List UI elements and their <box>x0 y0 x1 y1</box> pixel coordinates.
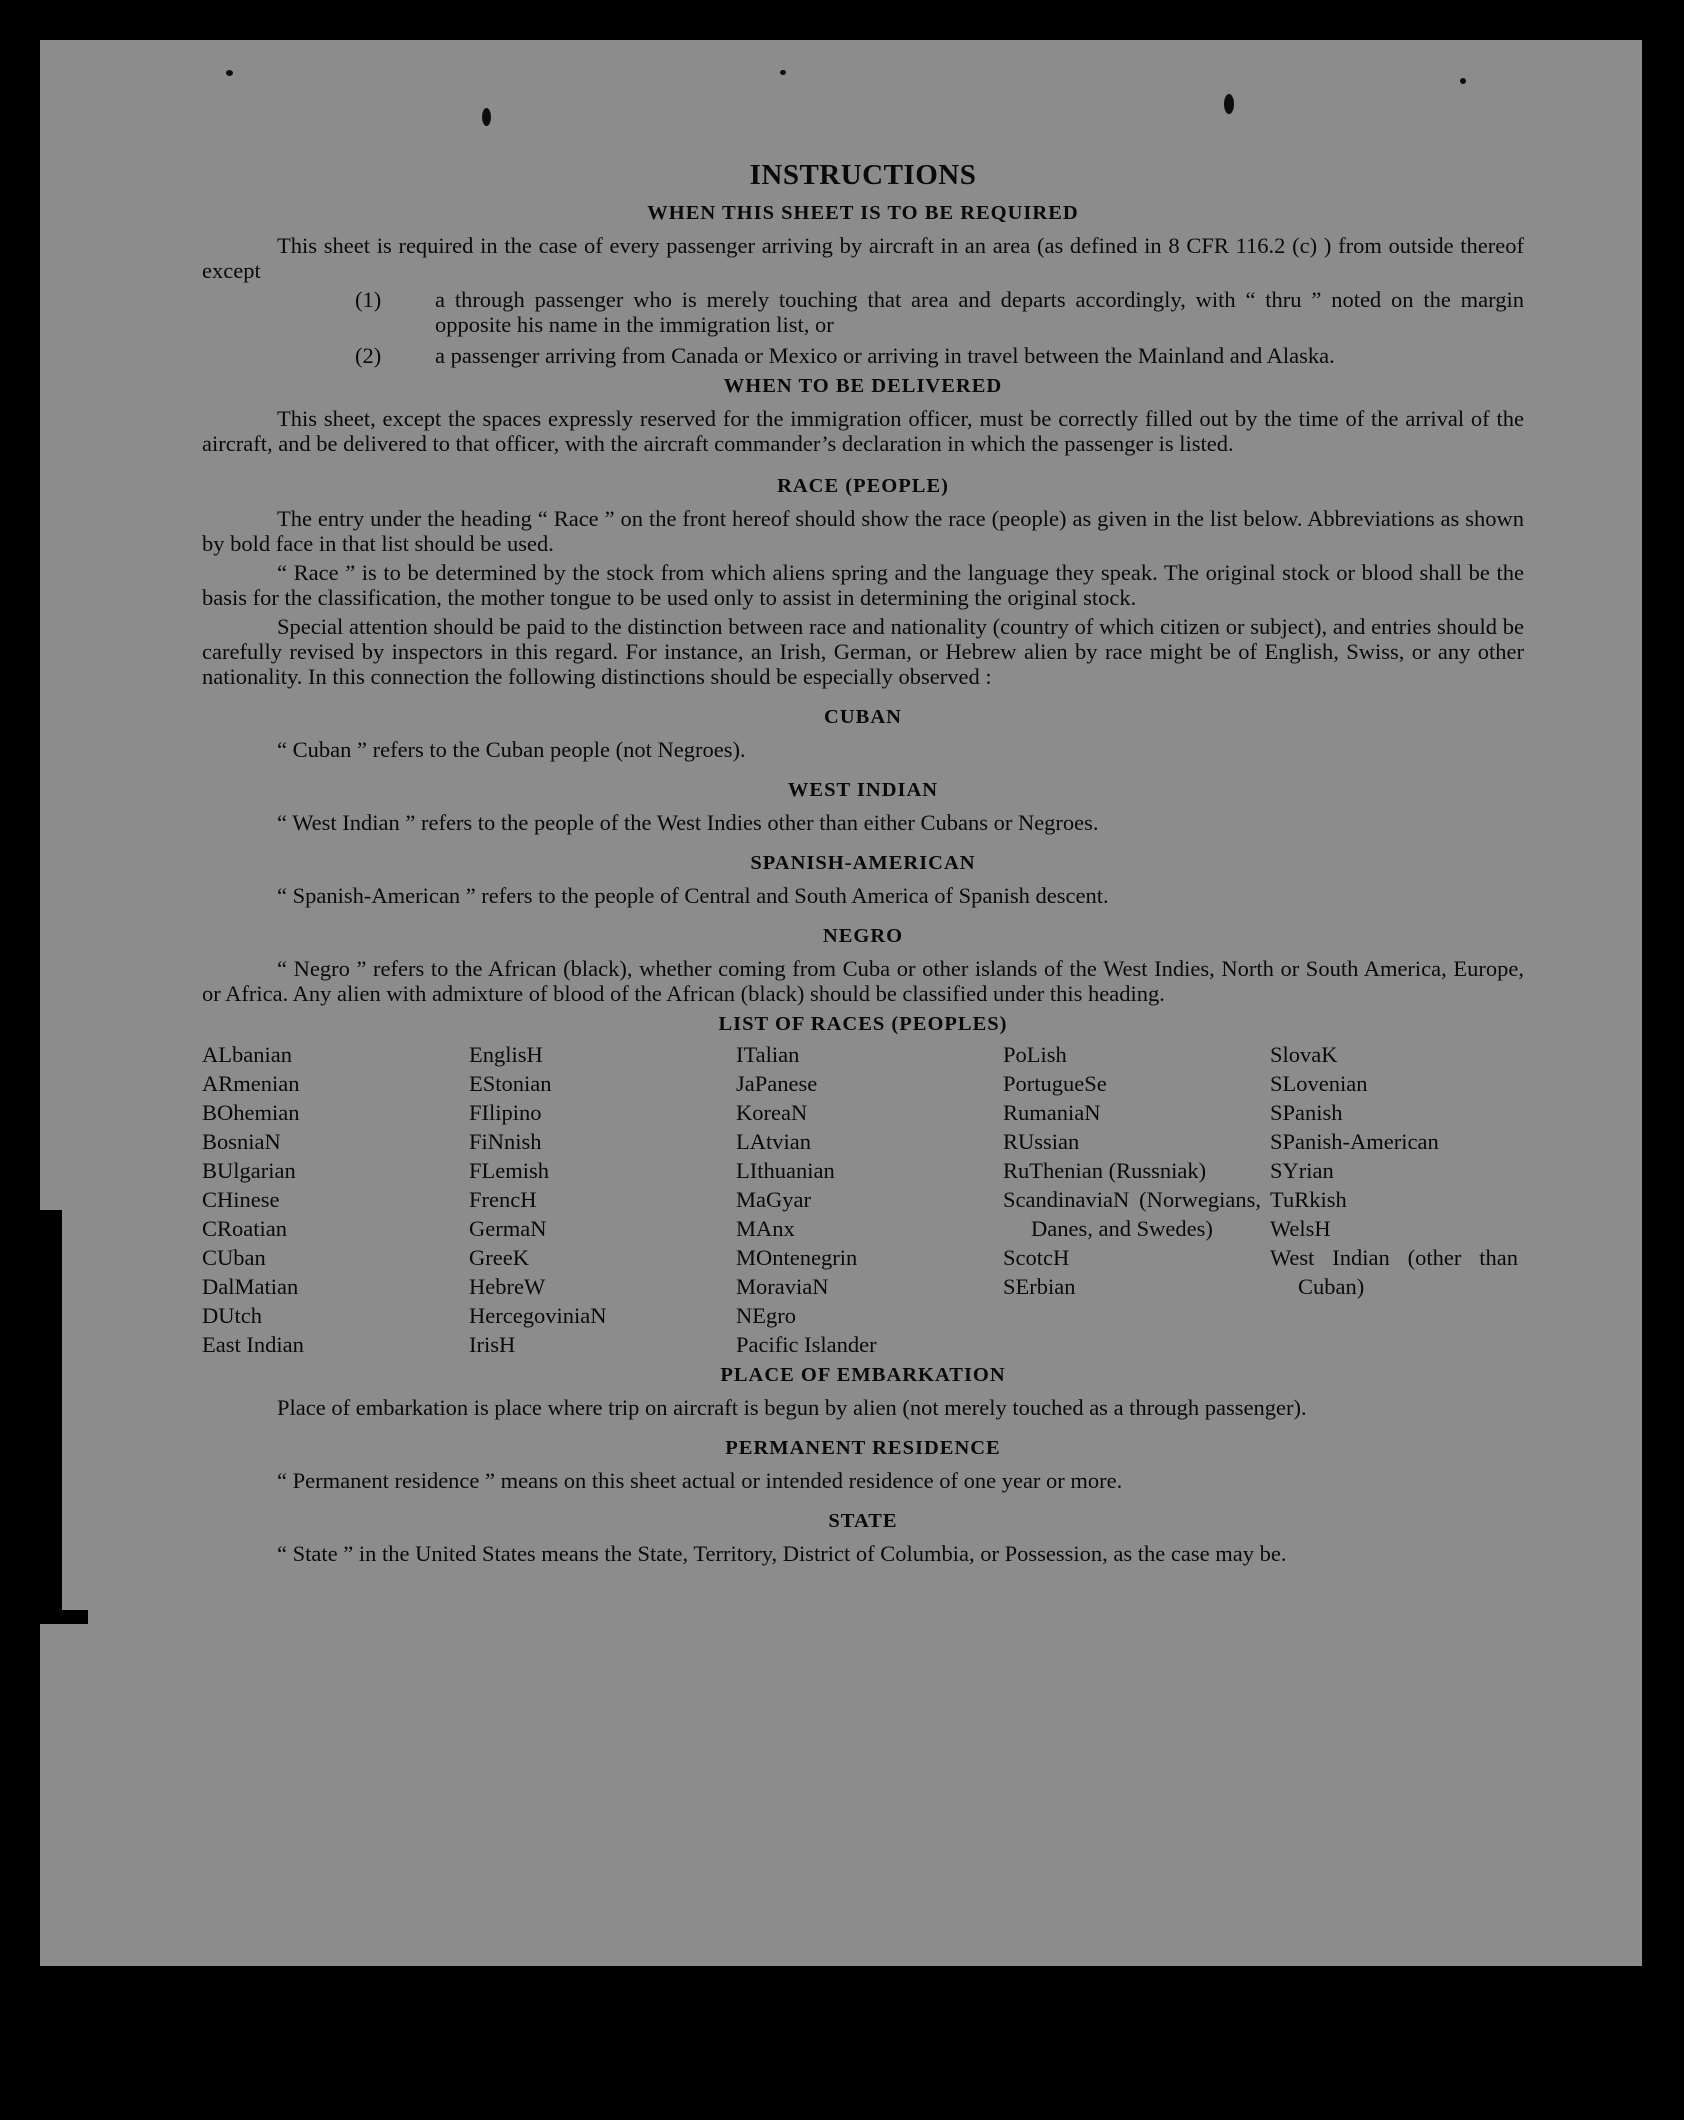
race-entry: FIlipino <box>469 1100 542 1125</box>
heading-when-required: WHEN THIS SHEET IS TO BE REQUIRED <box>647 202 1079 224</box>
races-column <box>1003 1040 1270 1359</box>
exception-item: (2) a passenger arriving from Canada or Mexico or arriving in travel between the Mainland and Alaska. <box>355 343 1335 368</box>
race-entry: BUlgarian <box>202 1158 296 1183</box>
ink-speck <box>1460 78 1466 84</box>
race-entry: FiNnish <box>469 1129 542 1154</box>
race-paragraph-2: “ Race ” is to be determined by the stock from which aliens spring and the language they speak. The original stock or blood shall be the basis for the classification, the mother tongue to be used only to assist in determining the original stock. <box>202 560 1524 610</box>
heading-west-indian: WEST INDIAN <box>787 779 939 801</box>
heading-place-of-embarkation: PLACE OF EMBARKATION <box>720 1364 1006 1386</box>
race-paragraph-1: The entry under the heading “ Race ” on the front hereof should show the race (people) as given in the list below. Abbreviations as shown by bold face in that list should be used. <box>202 506 1524 556</box>
race-entry: EnglisH <box>469 1042 543 1067</box>
race-entry: BosniaN <box>202 1129 281 1154</box>
ink-speck <box>1224 94 1234 114</box>
race-entry: ITalian <box>736 1042 800 1067</box>
heading-race: RACE (PEOPLE) <box>777 475 949 497</box>
ink-speck <box>780 70 786 75</box>
races-column <box>736 1040 1003 1359</box>
races-table <box>202 1040 1524 1359</box>
embarkation-text: Place of embarkation is place where trip on aircraft is begun by alien (not merely touched as a through passenger). <box>277 1395 1307 1420</box>
ink-speck <box>482 108 491 126</box>
race-entry: GermaN <box>469 1216 547 1241</box>
heading-when-delivered: WHEN TO BE DELIVERED <box>723 375 1003 397</box>
race-entry: ALbanian <box>202 1042 292 1067</box>
race-entry: KoreaN <box>736 1100 808 1125</box>
race-entry: PoLish <box>1003 1042 1067 1067</box>
races-column <box>469 1040 736 1359</box>
race-entry: LIthuanian <box>736 1158 835 1183</box>
instructions-text <box>202 158 1524 1570</box>
race-entry: SLovenian <box>1270 1071 1368 1096</box>
race-entry: MaGyar <box>736 1187 811 1212</box>
races-column <box>202 1040 469 1359</box>
race-entry: RumaniaN <box>1003 1100 1101 1125</box>
race-entry: MoraviaN <box>736 1274 829 1299</box>
race-entry: FLemish <box>469 1158 550 1183</box>
spanish-american-text: “ Spanish-American ” refers to the people of Central and South America of Spanish descent. <box>277 883 1109 908</box>
race-entry: TuRkish <box>1270 1187 1347 1212</box>
race-entry: HebreW <box>469 1274 546 1299</box>
race-entry: MAnx <box>736 1216 795 1241</box>
race-entry: CRoatian <box>202 1216 287 1241</box>
heading-state: STATE <box>828 1510 898 1532</box>
state-text: “ State ” in the United States means the State, Territory, District of Columbia, or Possession, as the case may be. <box>277 1541 1287 1566</box>
race-entry: RuThenian (Russniak) <box>1003 1158 1207 1183</box>
race-entry: JaPanese <box>736 1071 818 1096</box>
race-entry: MOntenegrin <box>736 1245 858 1270</box>
race-entry: CUban <box>202 1245 266 1270</box>
race-entry: SErbian <box>1003 1274 1076 1299</box>
when-delivered-text: This sheet, except the spaces expressly reserved for the immigration officer, must be correctly filled out by the time of the arrival of the aircraft, and be delivered to that officer, with the aircraft commander’s declaration in which the passenger is listed. <box>202 406 1524 456</box>
race-entry: GreeK <box>469 1245 529 1270</box>
race-entry: SYrian <box>1270 1158 1334 1183</box>
document-sheet <box>40 40 1642 1966</box>
race-entry: BOhemian <box>202 1100 300 1125</box>
west-indian-text: “ West Indian ” refers to the people of the West Indies other than either Cubans or Negroes. <box>277 810 1099 835</box>
race-entry: ARmenian <box>202 1071 300 1096</box>
page-title: INSTRUCTIONS <box>749 159 977 191</box>
race-entry: NEgro <box>736 1303 796 1328</box>
race-entry: DalMatian <box>202 1274 299 1299</box>
exception-item: (1) a through passenger who is merely touching that area and departs accordingly, with “ thru ” noted on the margin opposite his name in the immigration list, or <box>355 287 1524 337</box>
race-entry: DUtch <box>202 1303 262 1328</box>
race-entry: CHinese <box>202 1187 280 1212</box>
heading-cuban: CUBAN <box>824 706 902 728</box>
when-required-intro: This sheet is required in the case of every passenger arriving by aircraft in an area (as defined in 8 CFR 116.2 (c) ) from outside thereof except <box>202 233 1524 283</box>
race-entry: HercegoviniaN <box>469 1303 607 1328</box>
race-entry: EStonian <box>469 1071 552 1096</box>
scan-edge-shadow <box>40 1210 62 1610</box>
race-paragraph-3: Special attention should be paid to the distinction between race and nationality (country of which citizen or subject), and entries should be carefully revised by inspectors in this regard. For instance, an Irish, German, or Hebrew alien by race might be of English, Swiss, or any other nationality. In this connection the following distinctions should be especially observed : <box>202 614 1524 689</box>
heading-spanish-american: SPANISH-AMERICAN <box>750 852 976 874</box>
race-entry: West Indian (other than Cuban) <box>1270 1245 1518 1299</box>
ink-speck <box>226 70 233 76</box>
race-entry: RUssian <box>1003 1129 1080 1154</box>
race-entry: PortugueSe <box>1003 1071 1107 1096</box>
race-entry: LAtvian <box>736 1129 811 1154</box>
heading-permanent-residence: PERMANENT RESIDENCE <box>725 1437 1001 1459</box>
race-entry: ScotcH <box>1003 1245 1070 1270</box>
negro-text: “ Negro ” refers to the African (black), whether coming from Cuba or other islands of the West Indies, North or South America, Europe, or Africa. Any alien with admixture of blood of the African (black) should be classified under this heading. <box>202 956 1524 1006</box>
residence-text: “ Permanent residence ” means on this sheet actual or intended residence of one year or more. <box>277 1468 1123 1493</box>
race-entry: SPanish <box>1270 1100 1343 1125</box>
race-entry: SPanish-American <box>1270 1129 1439 1154</box>
race-entry: ScandinaviaN (Norwegians, Danes, and Swedes) <box>1003 1187 1261 1241</box>
heading-negro: NEGRO <box>822 925 904 947</box>
exception-list <box>202 287 1524 368</box>
race-entry: Pacific Islander <box>736 1332 877 1357</box>
race-entry: SlovaK <box>1270 1042 1338 1067</box>
race-entry: WelsH <box>1270 1216 1331 1241</box>
heading-list-of-races: LIST OF RACES (PEOPLES) <box>718 1013 1008 1035</box>
races-column <box>1270 1040 1524 1359</box>
race-entry: East Indian <box>202 1332 304 1357</box>
race-entry: FrencH <box>469 1187 537 1212</box>
cuban-text: “ Cuban ” refers to the Cuban people (not Negroes). <box>277 737 746 762</box>
scan-edge-shadow <box>40 1610 88 1624</box>
race-entry: IrisH <box>469 1332 516 1357</box>
